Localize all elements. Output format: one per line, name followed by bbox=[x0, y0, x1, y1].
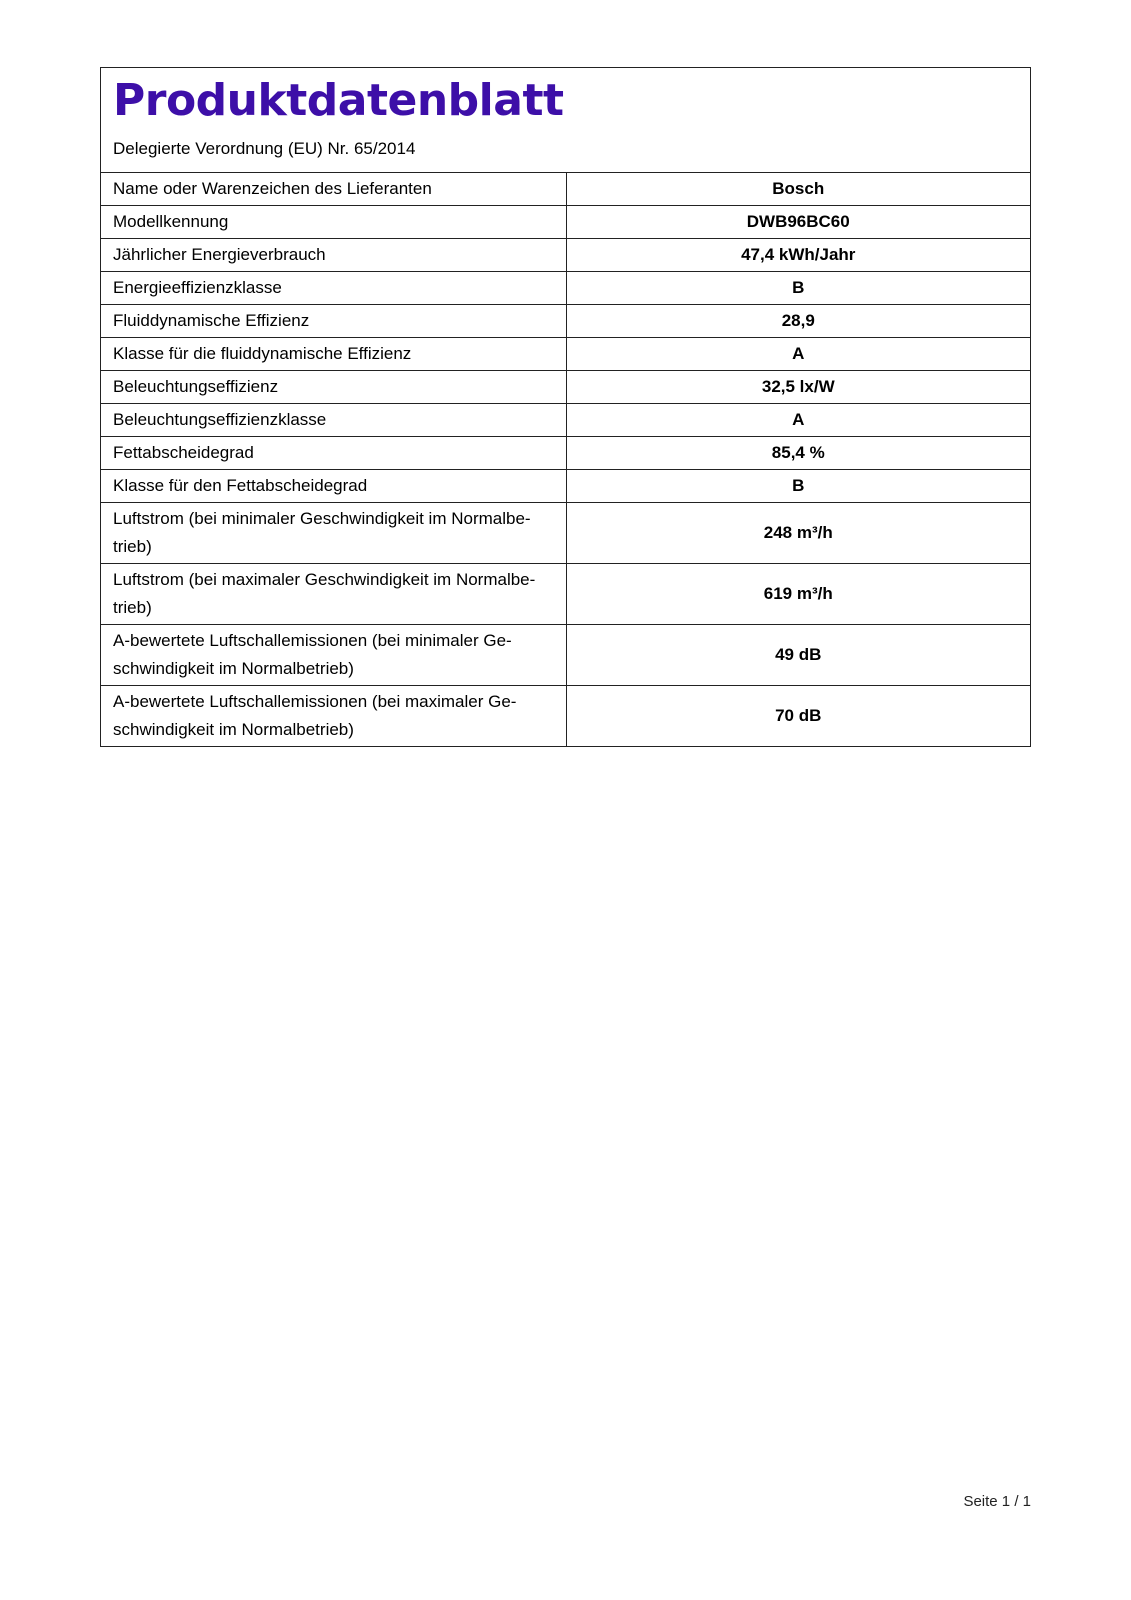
row-label: Jährlicher Energieverbrauch bbox=[101, 238, 566, 271]
row-label: A-bewertete Luftschallemissionen (bei maximaler Ge-schwindigkeit im Normalbetrieb) bbox=[101, 685, 566, 746]
row-value: Bosch bbox=[772, 178, 825, 198]
row-value: A bbox=[566, 403, 1030, 436]
regulation-subtitle: Delegierte Verordnung (EU) Nr. 65/2014 bbox=[113, 139, 416, 159]
table-row bbox=[101, 337, 1030, 370]
table-row bbox=[101, 205, 1030, 238]
page-title: Produktdatenblatt bbox=[113, 75, 564, 126]
row-value: 619 m³/h bbox=[566, 563, 1030, 624]
table-row bbox=[101, 370, 1030, 403]
row-label: Modellkennung bbox=[101, 205, 566, 238]
row-value: A bbox=[566, 337, 1030, 370]
table-row bbox=[101, 238, 1030, 271]
row-label: Fluiddynamische Effizienz bbox=[101, 304, 566, 337]
table-row bbox=[101, 436, 1030, 469]
table-row bbox=[101, 469, 1030, 502]
row-label: Luftstrom (bei minimaler Geschwindigkeit im Normalbe-trieb) bbox=[101, 502, 566, 563]
row-label: Klasse für die fluiddynamische Effizienz bbox=[101, 337, 566, 370]
table-row bbox=[101, 173, 1030, 206]
table-row bbox=[101, 271, 1030, 304]
product-data-sheet bbox=[100, 67, 1031, 747]
row-label: Energieeffizienzklasse bbox=[101, 271, 566, 304]
row-label: Luftstrom (bei maximaler Geschwindigkeit im Normalbe-trieb) bbox=[101, 563, 566, 624]
row-value: 47,4 kWh/Jahr bbox=[566, 238, 1030, 271]
row-value: 32,5 lx/W bbox=[566, 370, 1030, 403]
row-label: Beleuchtungseffizienz bbox=[101, 370, 566, 403]
row-value: 49 dB bbox=[566, 624, 1030, 685]
table-row bbox=[101, 563, 1030, 624]
row-value: B bbox=[566, 469, 1030, 502]
row-label: Klasse für den Fettabscheidegrad bbox=[101, 469, 566, 502]
table-row bbox=[101, 624, 1030, 685]
row-value: B bbox=[566, 271, 1030, 304]
table-row bbox=[101, 403, 1030, 436]
table-row bbox=[101, 502, 1030, 563]
row-label: Beleuchtungseffizienzklasse bbox=[101, 403, 566, 436]
row-value: 28,9 bbox=[566, 304, 1030, 337]
page-number: Seite 1 / 1 bbox=[963, 1493, 1031, 1510]
sheet-header bbox=[101, 68, 1030, 173]
row-value: DWB96BC60 bbox=[566, 205, 1030, 238]
row-label: A-bewertete Luftschallemissionen (bei minimaler Ge-schwindigkeit im Normalbetrieb) bbox=[101, 624, 566, 685]
table-row bbox=[101, 304, 1030, 337]
data-table bbox=[101, 173, 1030, 746]
table-row bbox=[101, 685, 1030, 746]
row-value: 248 m³/h bbox=[566, 502, 1030, 563]
row-label: Fettabscheidegrad bbox=[101, 436, 566, 469]
row-value: 70 dB bbox=[566, 685, 1030, 746]
row-value: 85,4 % bbox=[566, 436, 1030, 469]
row-label: Name oder Warenzeichen des Lieferanten bbox=[101, 173, 566, 206]
